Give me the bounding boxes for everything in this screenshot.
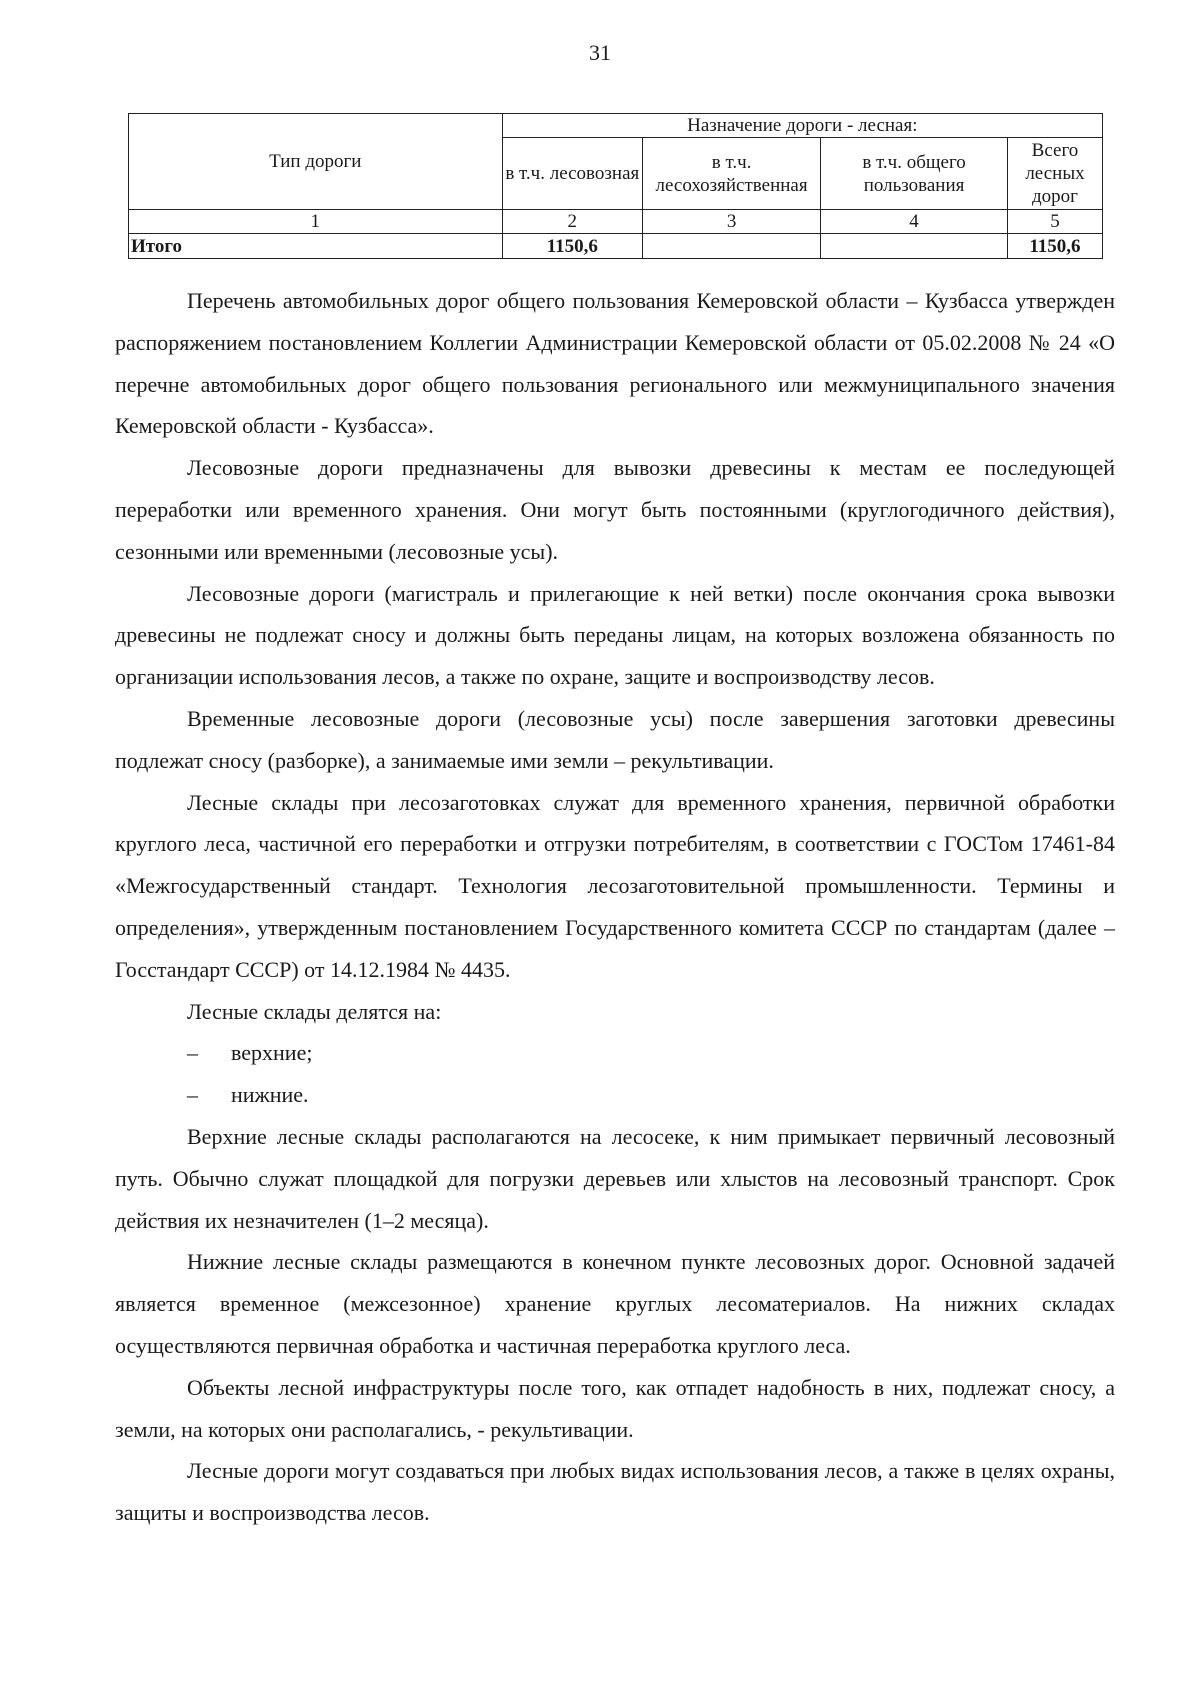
paragraph: Объекты лесной инфраструктуры после того, как отпадет надобность в них, подлежат сносу, а земли, на которых они располагались, - рекультивации. <box>115 1374 1115 1442</box>
paragraph: Лесовозные дороги предназначены для вывозки древесины к местам ее последующей переработки или временного хранения. Они могут быть постоянными (круглогодичного действия), сезонными или временными (лесовозные усы). <box>115 455 1115 564</box>
paragraph: Нижние лесные склады размещаются в конечном пункте лесовозных дорог. Основной задачей является временное (межсезонное) хранение круглых лесоматериалов. На нижних складах осуществляются первичная обработка и частичная переработка круглого леса. <box>115 1249 1115 1358</box>
paragraph: Перечень автомобильных дорог общего пользования Кемеровской области – Кузбасса утвержден распоряжением постановлением Коллегии Администрации Кемеровской области от 05.02.2008 № 24 «О перечне автомобильных дорог общего пользования регионального или межмуниципального значения Кемеровской области - Кузбасса». <box>115 288 1115 439</box>
column-number: 5 <box>1007 210 1102 234</box>
total-forestry <box>642 234 820 259</box>
page-number: 31 <box>589 40 611 65</box>
list-item-text: верхние; <box>231 1040 313 1066</box>
total-logging: 1150,6 <box>502 234 642 259</box>
table-total-row <box>129 234 1103 259</box>
body-text <box>115 280 1115 1534</box>
column-number: 3 <box>642 210 820 234</box>
list-item <box>115 1032 1115 1074</box>
paragraph: Лесные дороги могут создаваться при любых видах использования лесов, а также в целях охраны, защиты и воспроизводства лесов. <box>115 1458 1115 1526</box>
list-dash: – <box>187 1040 198 1066</box>
header-logging: в т.ч. лесовозная <box>502 138 642 210</box>
paragraph: Лесовозные дороги (магистраль и прилегающие к ней ветки) после окончания срока вывозки древесины не подлежат сносу и должны быть переданы лицам, на которых возложена обязанность по организации использования лесов, а также по охране, защите и воспроизводству лесов. <box>115 580 1115 690</box>
total-public <box>821 234 1008 259</box>
header-public: в т.ч. общего пользования <box>821 138 1008 210</box>
paragraph: Лесные склады при лесозаготовках служат для временного хранения, первичной обработки круглого леса, частичной его переработки и отгрузки потребителям, в соответствии с ГОСТом 17461-84 «Межгосударственный стандарт. Технология лесозаготовительной промышленности. Термины и определения», утвержденным постановлением Государственного комитета СССР по стандартам (далее – Госстандарт СССР) от 14.12.1984 № 4435. <box>115 789 1115 982</box>
column-number: 4 <box>821 210 1008 234</box>
column-number: 2 <box>502 210 642 234</box>
header-road-purpose-group: Назначение дороги - лесная: <box>502 114 1102 138</box>
road-types-table <box>128 113 1103 259</box>
header-road-type: Тип дороги <box>129 114 503 210</box>
paragraph: Временные лесовозные дороги (лесовозные усы) после завершения заготовки древесины подлежат сносу (разборке), а занимаемые ими земли – рекультивации. <box>115 705 1115 773</box>
paragraph: Лесные склады делятся на: <box>187 998 442 1024</box>
header-total: Всего лесных дорог <box>1007 138 1102 210</box>
total-label: Итого <box>129 234 503 259</box>
paragraph: Верхние лесные склады располагаются на лесосеке, к ним примыкает первичный лесовозный путь. Обычно служат площадкой для погрузки деревьев или хлыстов на лесовозный транспорт. Срок действия их незначителен (1–2 месяца). <box>115 1123 1115 1233</box>
header-forestry: в т.ч. лесохозяйственная <box>642 138 820 210</box>
list-dash: – <box>187 1082 198 1108</box>
column-number: 1 <box>129 210 503 234</box>
total-all: 1150,6 <box>1007 234 1102 259</box>
table-header-row <box>129 114 1103 138</box>
list-item-text: нижние. <box>231 1082 309 1108</box>
list-item <box>115 1074 1115 1116</box>
table-number-row <box>129 210 1103 234</box>
